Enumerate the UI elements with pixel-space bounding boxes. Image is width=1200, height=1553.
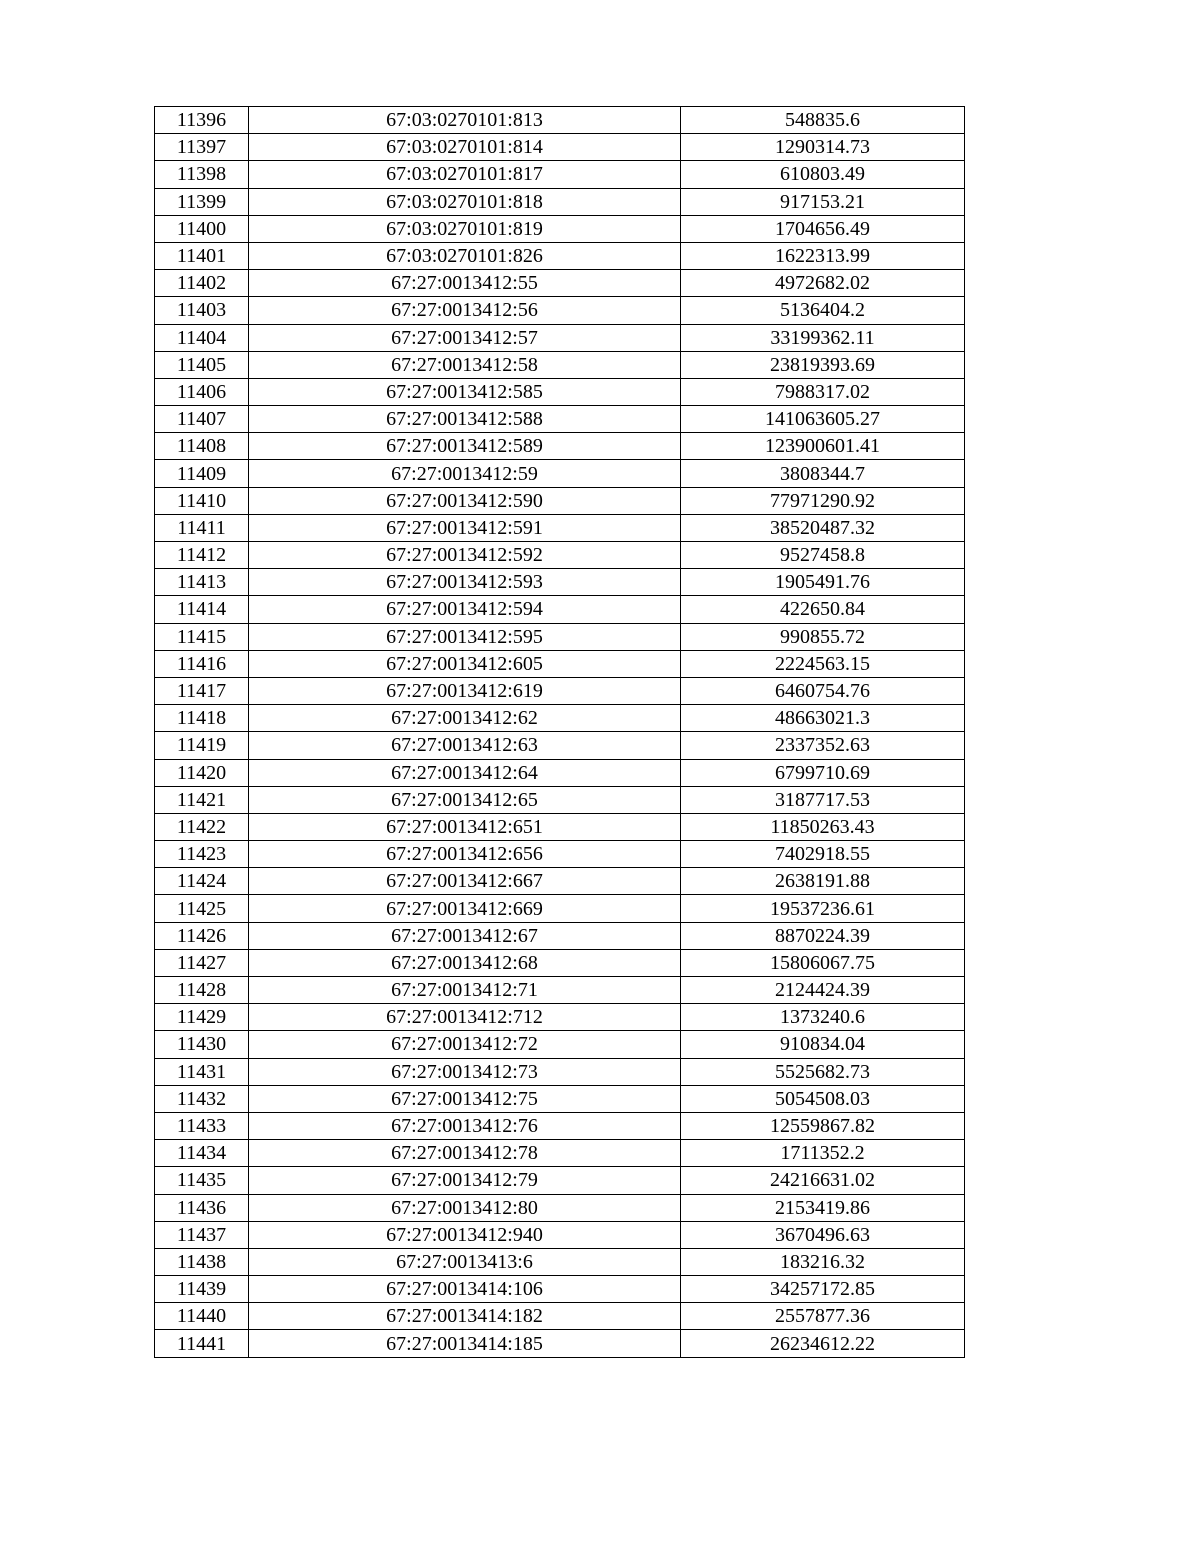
- row-number-cell: 11425: [155, 895, 249, 922]
- row-number-cell: 11438: [155, 1248, 249, 1275]
- cadastral-number-cell: 67:03:0270101:818: [249, 188, 681, 215]
- value-cell: 1622313.99: [681, 242, 965, 269]
- cadastral-number-cell: 67:27:0013412:591: [249, 514, 681, 541]
- value-cell: 548835.6: [681, 107, 965, 134]
- row-number-cell: 11403: [155, 297, 249, 324]
- cadastral-number-cell: 67:27:0013412:57: [249, 324, 681, 351]
- value-cell: 4972682.02: [681, 270, 965, 297]
- table-row: [155, 596, 965, 623]
- table-row: [155, 705, 965, 732]
- row-number-cell: 11428: [155, 977, 249, 1004]
- row-number-cell: 11429: [155, 1004, 249, 1031]
- row-number-cell: 11435: [155, 1167, 249, 1194]
- cadastral-number-cell: 67:27:0013412:589: [249, 433, 681, 460]
- table-row: [155, 1221, 965, 1248]
- cadastral-number-cell: 67:27:0013412:79: [249, 1167, 681, 1194]
- cadastral-number-cell: 67:27:0013412:65: [249, 786, 681, 813]
- table-row: [155, 949, 965, 976]
- value-cell: 8870224.39: [681, 922, 965, 949]
- cadastral-number-cell: 67:27:0013414:185: [249, 1330, 681, 1357]
- cadastral-number-cell: 67:03:0270101:826: [249, 242, 681, 269]
- cadastral-number-cell: 67:27:0013412:63: [249, 732, 681, 759]
- row-number-cell: 11422: [155, 813, 249, 840]
- cadastral-number-cell: 67:27:0013412:68: [249, 949, 681, 976]
- row-number-cell: 11420: [155, 759, 249, 786]
- cadastral-number-cell: 67:27:0013412:940: [249, 1221, 681, 1248]
- value-cell: 38520487.32: [681, 514, 965, 541]
- value-cell: 3670496.63: [681, 1221, 965, 1248]
- row-number-cell: 11405: [155, 351, 249, 378]
- value-cell: 1373240.6: [681, 1004, 965, 1031]
- value-cell: 141063605.27: [681, 406, 965, 433]
- value-cell: 48663021.3: [681, 705, 965, 732]
- table-row: [155, 514, 965, 541]
- cadastral-number-cell: 67:27:0013414:182: [249, 1303, 681, 1330]
- value-cell: 422650.84: [681, 596, 965, 623]
- row-number-cell: 11410: [155, 487, 249, 514]
- row-number-cell: 11441: [155, 1330, 249, 1357]
- row-number-cell: 11402: [155, 270, 249, 297]
- cadastral-number-cell: 67:27:0013412:75: [249, 1085, 681, 1112]
- row-number-cell: 11409: [155, 460, 249, 487]
- row-number-cell: 11432: [155, 1085, 249, 1112]
- value-cell: 917153.21: [681, 188, 965, 215]
- table-row: [155, 324, 965, 351]
- table-row: [155, 1330, 965, 1357]
- value-cell: 123900601.41: [681, 433, 965, 460]
- row-number-cell: 11416: [155, 650, 249, 677]
- value-cell: 6799710.69: [681, 759, 965, 786]
- value-cell: 1290314.73: [681, 134, 965, 161]
- table-row: [155, 1276, 965, 1303]
- cadastral-number-cell: 67:27:0013412:76: [249, 1112, 681, 1139]
- value-cell: 19537236.61: [681, 895, 965, 922]
- value-cell: 183216.32: [681, 1248, 965, 1275]
- table-row: [155, 433, 965, 460]
- table-row: [155, 841, 965, 868]
- value-cell: 15806067.75: [681, 949, 965, 976]
- row-number-cell: 11415: [155, 623, 249, 650]
- value-cell: 910834.04: [681, 1031, 965, 1058]
- value-cell: 990855.72: [681, 623, 965, 650]
- cadastral-number-cell: 67:27:0013412:595: [249, 623, 681, 650]
- value-cell: 34257172.85: [681, 1276, 965, 1303]
- row-number-cell: 11396: [155, 107, 249, 134]
- table-row: [155, 1140, 965, 1167]
- value-cell: 26234612.22: [681, 1330, 965, 1357]
- cadastral-number-cell: 67:27:0013413:6: [249, 1248, 681, 1275]
- cadastral-number-cell: 67:27:0013412:588: [249, 406, 681, 433]
- cadastral-number-cell: 67:27:0013412:594: [249, 596, 681, 623]
- value-cell: 2337352.63: [681, 732, 965, 759]
- table-row: [155, 732, 965, 759]
- cadastral-number-cell: 67:27:0013412:619: [249, 677, 681, 704]
- row-number-cell: 11407: [155, 406, 249, 433]
- cadastral-number-cell: 67:03:0270101:814: [249, 134, 681, 161]
- row-number-cell: 11411: [155, 514, 249, 541]
- cadastral-number-cell: 67:27:0013412:71: [249, 977, 681, 1004]
- cadastral-number-cell: 67:27:0013412:593: [249, 569, 681, 596]
- value-cell: 2224563.15: [681, 650, 965, 677]
- cadastral-number-cell: 67:27:0013412:669: [249, 895, 681, 922]
- cadastral-number-cell: 67:27:0013412:59: [249, 460, 681, 487]
- table-row: [155, 650, 965, 677]
- cadastral-number-cell: 67:03:0270101:817: [249, 161, 681, 188]
- row-number-cell: 11436: [155, 1194, 249, 1221]
- table-row: [155, 134, 965, 161]
- table-row: [155, 1031, 965, 1058]
- row-number-cell: 11433: [155, 1112, 249, 1139]
- table-row: [155, 1248, 965, 1275]
- cadastral-number-cell: 67:27:0013412:712: [249, 1004, 681, 1031]
- row-number-cell: 11437: [155, 1221, 249, 1248]
- cadastral-number-cell: 67:27:0013414:106: [249, 1276, 681, 1303]
- table-row: [155, 406, 965, 433]
- row-number-cell: 11439: [155, 1276, 249, 1303]
- row-number-cell: 11397: [155, 134, 249, 161]
- row-number-cell: 11434: [155, 1140, 249, 1167]
- value-cell: 23819393.69: [681, 351, 965, 378]
- cadastral-number-cell: 67:27:0013412:667: [249, 868, 681, 895]
- value-cell: 77971290.92: [681, 487, 965, 514]
- row-number-cell: 11418: [155, 705, 249, 732]
- value-cell: 24216631.02: [681, 1167, 965, 1194]
- row-number-cell: 11398: [155, 161, 249, 188]
- cadastral-number-cell: 67:27:0013412:58: [249, 351, 681, 378]
- cadastral-number-cell: 67:27:0013412:55: [249, 270, 681, 297]
- table-row: [155, 242, 965, 269]
- table-row: [155, 378, 965, 405]
- value-cell: 12559867.82: [681, 1112, 965, 1139]
- table-row: [155, 215, 965, 242]
- value-cell: 7988317.02: [681, 378, 965, 405]
- table-row: [155, 569, 965, 596]
- table-row: [155, 977, 965, 1004]
- table-row: [155, 270, 965, 297]
- cadastral-number-cell: 67:27:0013412:56: [249, 297, 681, 324]
- table-row: [155, 188, 965, 215]
- table-row: [155, 1194, 965, 1221]
- row-number-cell: 11431: [155, 1058, 249, 1085]
- row-number-cell: 11426: [155, 922, 249, 949]
- row-number-cell: 11421: [155, 786, 249, 813]
- value-cell: 5136404.2: [681, 297, 965, 324]
- cadastral-number-cell: 67:27:0013412:67: [249, 922, 681, 949]
- table-row: [155, 107, 965, 134]
- table-row: [155, 759, 965, 786]
- value-cell: 5054508.03: [681, 1085, 965, 1112]
- table-row: [155, 1058, 965, 1085]
- table-row: [155, 542, 965, 569]
- row-number-cell: 11423: [155, 841, 249, 868]
- value-cell: 2124424.39: [681, 977, 965, 1004]
- row-number-cell: 11419: [155, 732, 249, 759]
- row-number-cell: 11424: [155, 868, 249, 895]
- table-row: [155, 623, 965, 650]
- value-cell: 2153419.86: [681, 1194, 965, 1221]
- cadastral-number-cell: 67:27:0013412:590: [249, 487, 681, 514]
- row-number-cell: 11406: [155, 378, 249, 405]
- row-number-cell: 11414: [155, 596, 249, 623]
- table-row: [155, 786, 965, 813]
- cadastral-number-cell: 67:27:0013412:73: [249, 1058, 681, 1085]
- table-body: [155, 107, 965, 1358]
- table-row: [155, 460, 965, 487]
- row-number-cell: 11412: [155, 542, 249, 569]
- table-row: [155, 868, 965, 895]
- row-number-cell: 11408: [155, 433, 249, 460]
- value-cell: 2557877.36: [681, 1303, 965, 1330]
- value-cell: 3187717.53: [681, 786, 965, 813]
- cadastral-number-cell: 67:03:0270101:813: [249, 107, 681, 134]
- cadastral-number-cell: 67:27:0013412:64: [249, 759, 681, 786]
- row-number-cell: 11440: [155, 1303, 249, 1330]
- value-cell: 7402918.55: [681, 841, 965, 868]
- row-number-cell: 11417: [155, 677, 249, 704]
- value-cell: 33199362.11: [681, 324, 965, 351]
- value-cell: 610803.49: [681, 161, 965, 188]
- value-cell: 1704656.49: [681, 215, 965, 242]
- table-row: [155, 487, 965, 514]
- cadastral-number-cell: 67:27:0013412:585: [249, 378, 681, 405]
- table-row: [155, 161, 965, 188]
- cadastral-number-cell: 67:27:0013412:592: [249, 542, 681, 569]
- table-row: [155, 895, 965, 922]
- row-number-cell: 11399: [155, 188, 249, 215]
- row-number-cell: 11400: [155, 215, 249, 242]
- value-cell: 9527458.8: [681, 542, 965, 569]
- cadastral-number-cell: 67:27:0013412:62: [249, 705, 681, 732]
- table-row: [155, 922, 965, 949]
- cadastral-number-cell: 67:27:0013412:656: [249, 841, 681, 868]
- table-row: [155, 677, 965, 704]
- value-cell: 1905491.76: [681, 569, 965, 596]
- table-row: [155, 1004, 965, 1031]
- data-table: [154, 106, 965, 1358]
- value-cell: 2638191.88: [681, 868, 965, 895]
- value-cell: 3808344.7: [681, 460, 965, 487]
- cadastral-number-cell: 67:27:0013412:605: [249, 650, 681, 677]
- table-row: [155, 1303, 965, 1330]
- row-number-cell: 11430: [155, 1031, 249, 1058]
- table-row: [155, 1167, 965, 1194]
- cadastral-number-cell: 67:27:0013412:72: [249, 1031, 681, 1058]
- row-number-cell: 11427: [155, 949, 249, 976]
- table-row: [155, 1112, 965, 1139]
- value-cell: 1711352.2: [681, 1140, 965, 1167]
- table-row: [155, 297, 965, 324]
- row-number-cell: 11404: [155, 324, 249, 351]
- value-cell: 11850263.43: [681, 813, 965, 840]
- value-cell: 5525682.73: [681, 1058, 965, 1085]
- table-row: [155, 351, 965, 378]
- table-row: [155, 813, 965, 840]
- value-cell: 6460754.76: [681, 677, 965, 704]
- row-number-cell: 11413: [155, 569, 249, 596]
- row-number-cell: 11401: [155, 242, 249, 269]
- cadastral-number-cell: 67:27:0013412:80: [249, 1194, 681, 1221]
- cadastral-number-cell: 67:27:0013412:651: [249, 813, 681, 840]
- cadastral-number-cell: 67:27:0013412:78: [249, 1140, 681, 1167]
- table-row: [155, 1085, 965, 1112]
- cadastral-number-cell: 67:03:0270101:819: [249, 215, 681, 242]
